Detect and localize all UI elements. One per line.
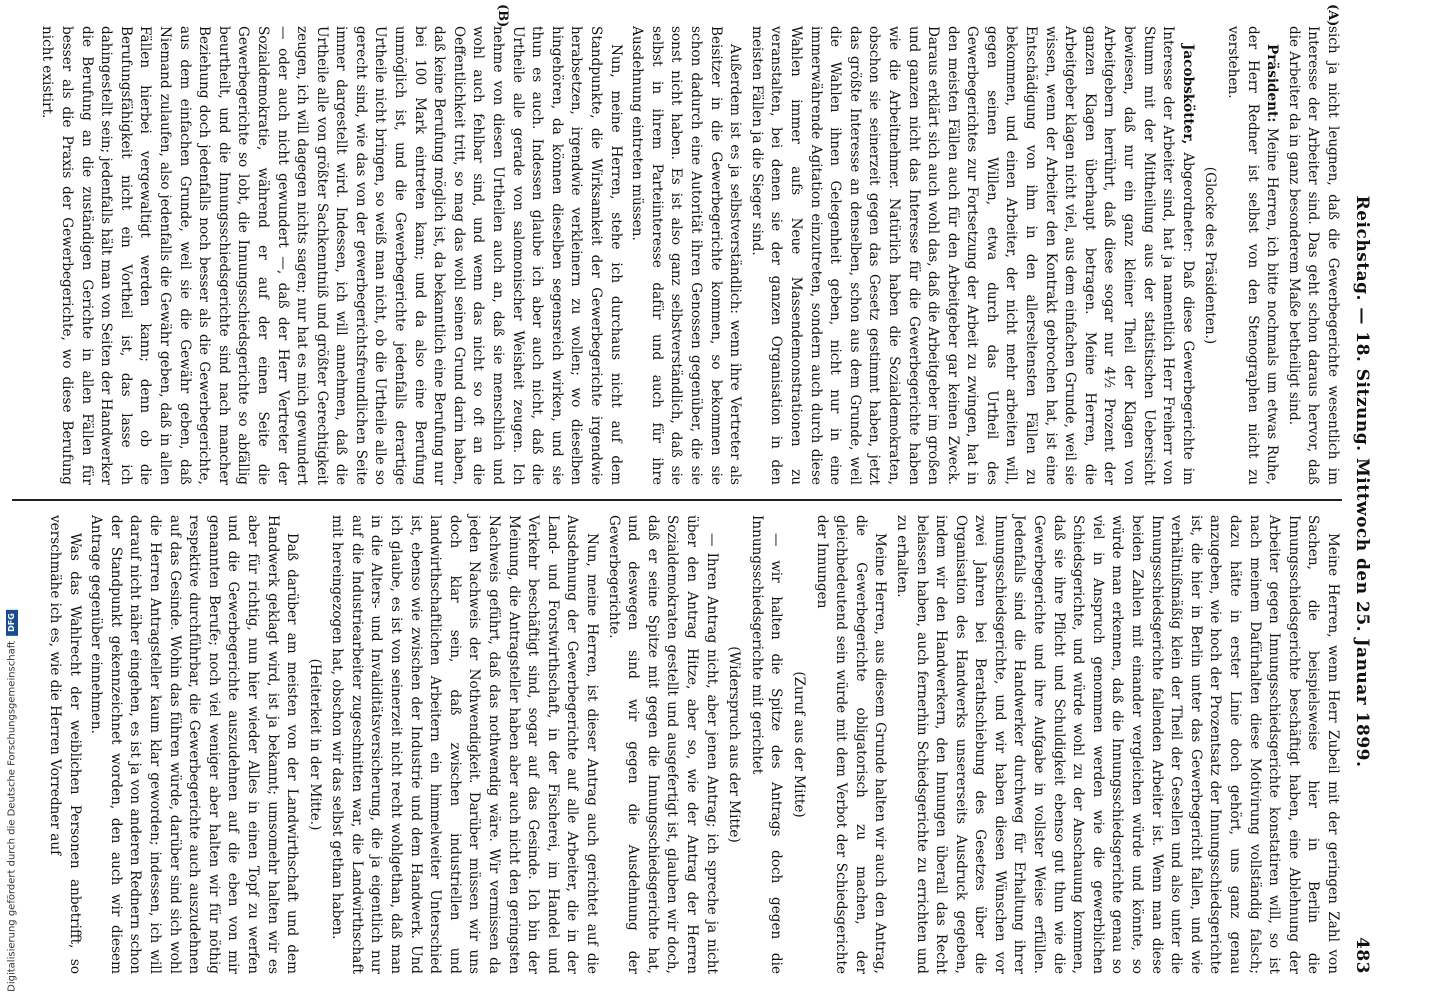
interjection: (Zuruf aus der Mitte) xyxy=(790,671,807,818)
left-column xyxy=(12,4,1342,485)
paragraph: Was das Wahlrecht der weiblichen Personen anbetrifft, so verschmähe ich es, wie die Herren Vorredner auf xyxy=(47,515,83,974)
paragraph: — Ihren Antrag nicht, aber jenen Antrag; ich spreche ja nicht über den Antrag Hitze, aber so, wie der Antrag der Herren Sozialdemokraten gestellt und ausgefertigt ist, glauben wir doch, daß er seine Spitze mit gegen die Innungsschiedsgerichte hat, und deswegen sind wir gegen die Ausdehnung der Gewerbegerichte. xyxy=(605,515,720,974)
credit-text: Digitalisierung gefördert durch die Deutsche Forschungsgemeinschaft xyxy=(6,641,18,992)
speaker-paragraph xyxy=(1222,26,1281,485)
paragraph: sich ja nicht leugnen, daß die Gewerbegerichte wesentlich im Interesse der Arbeiter sind. Das geht schon daraus hervor, daß die Arbeiter da in ganz besonderem Maße betheiligt sind. xyxy=(1285,26,1341,485)
interjection: (Heiterkeit in der Mitte.) xyxy=(306,658,323,831)
speaker-label: Jacobskötter, xyxy=(1179,44,1196,145)
paragraph: Außerdem ist es ja selbstverständlich: wenn ihre Vertreter als Beisitzer in die Gewerbegerichte kommen, so bekommen sie schon dadurch eine Autorität ihren Genossen gegenüber, die sie sonst nicht haben. Es ist also ganz selbstverständlich, daß sie selbst in ihrem Parteiinteresse dafür und auch für ihre Ausdehnung eintreten müssen. xyxy=(629,26,744,485)
paragraph: Daß darüber am meisten von der Landwirthschaft und dem Handwerk geklagt wird, ist ja bekannt; umsomehr halten wir es aber für richtig, nun hier wieder Alles in einen Topf zu werfen und die Gewerbegerichte auszudehnen auf die eben von mir genannten Berufe; noch viel weniger aber halten wir für nöthig respektive durchführbar, die Gewerbegerichte auch auszudehnen auf das Gesinde. Wohin das führen würde, darüber sind sich wohl die Herren Antragsteller kaum klar geworden; indessen, ich will darauf nicht näher eingehen, es ist ja von anderen Rednern schon der Standpunkt gekennzeichnet worden, den auch wir diesem Antrage gegenüber einnehmen. xyxy=(88,515,301,974)
paragraph: Meine Herren, wenn Herr Zubeil mit der geringen Zahl von Sachen, die beispielsweise hier in Berlin die Innungsschiedsgerichte beschäftigt haben, eine Ablehnung der Arbeiter gegen Innungsschiedsgerichte konstatiren will, so ist nach meinem Dafürhalten diese Motivirung vollständig falsch; dazu hätte in erster Linie doch gehört, uns ganz genau anzugeben, wie hoch der Prozentsatz der Innungsschiedsgerichte ist, die hier in Berlin unter das Gewerbegericht fallen, und wie verhältnißmäßig klein der Theil der Gesellen und also unter die Innungsschiedsgerichte fallenden Arbeiter ist. Wenn man diese beiden Zahlen mit einander vergleichen würde und könnte, so würde man erkennen, daß die Innungsschiedsgerichte genau so viel in Anspruch genommen werden wie die gewerblichen Schiedsgerichte, und würde wohl zu der Anschauung kommen, daß sie ihre Pflicht und Schuldigkeit ebenso gut thun wie die Gewerbegerichte und ihre Aufgabe in vollster Weise erfüllen. Jedenfalls sind die Handwerker durchweg für Erhaltung ihrer Innungsschiedsgerichte, und wir haben diesen Wünschen vor zwei Jahren bei Berathschiebung des Gesetzes über die Organisation des Handwerks unsererseits Ausdruck gegeben, indem wir den Handwerkern, den Innungen überall das Recht belassen haben, auch fernerhin Schiedsgerichte zu errichten und zu erhalten. xyxy=(893,515,1341,974)
paragraph: — wir halten die Spitze des Antrags doch gegen die Innungsschiedsgerichte mit gerichtet xyxy=(748,515,785,974)
speaker-text: Meine Herren, ich bitte nochmals um etwas Ruhe, der Herr Redner ist selbst von den Stenographen nicht zu verstehen. xyxy=(1225,26,1281,485)
page-number: 483 xyxy=(1352,937,1372,974)
text-columns xyxy=(12,4,1342,974)
digitization-credit xyxy=(6,610,18,992)
speaker-label: Präsident: xyxy=(1264,44,1281,123)
column-rule xyxy=(12,499,1342,501)
interjection: (Widerspruch aus der Mitte) xyxy=(726,646,743,843)
right-column xyxy=(12,515,1342,974)
paragraph: Nun, meine Herren, stehe ich durchaus nicht auf dem Standpunkte, die Wirksamkeit der Gewerbegerichte irgendwie herabsetzen, irgendwie verkleinern zu wollen; wo dieselben hingehören, da können dieselben segensreich wirken, und sie thun es auch. Indessen glaube ich aber auch nicht, daß die Urtheile alle gerade von salomonischer Weisheit zeugen. Ich nehme von diesen Urtheilen auch an, daß sie menschlich und wohl auch fehlbar sind, und wenn das nicht so oft an die Oeffentlichkeit tritt, so mag das wohl seinen Grund darin haben, daß keine Berufung möglich ist, da bekanntlich eine Berufung nur bei 100 Mark eintreten kann; und da also eine Berufung unmöglich ist, und die Gewerbegerichte jedenfalls derartige Urtheile nicht bringen, so weiß man nicht, ob die Urtheile alle so gerecht sind, wie das von der gewerbegerichtsfreundlichen Seite immer dargestellt wird. Indessen, ich will annehmen, daß die Urtheile alle von größter Sachkenntniß und größter Gerechtigkeit zeugen, ich will dagegen nichts sagen; nur hat es mich gewundert — oder auch nicht gewundert —, daß der Herr Vertreter der Sozialdemokratie, während er auf der einen Seite die Gewerbegerichte so lobt, die Innungsschiedsgerichte so abfällig beurtheilt, und die Innungsschiedsgerichte sind nach mancher Beziehung doch jedenfalls noch besser als die Gewerbegerichte, aus dem einfachen Grunde, weil sie die Gewähr geben, daß Niemand zulaufen, also jedenfalls die Gewähr geben, daß in allen Fällen hierbei vergewaltigt werden kann; denn ob die Berufungsfähigkeit nicht ein Vortheil ist, das lasse ich dahingestellt sein; jedenfalls hält man von Seiten der Handwerker die Berufung an die zuständigen Gerichte in allen Fällen für besser als die Praxis der Gewerbegerichte, wo diese Berufung nicht existirt. xyxy=(39,26,624,485)
speaker-text: Abgeordneter: Daß diese Gewerbegerichte im Interesse der Arbeiter sind, hat ja namentlich Herr Freiherr von Stumm mit der Mittheilung aus der statistischen Uebersicht bewiesen, daß nur ein ganz kleiner Theil der Klagen von Arbeitgebern herrührt, daß diese sogar nur 4½ Prozent der ganzen Klagen überhaupt betragen. Meine Herren, die Arbeitgeber klagen nicht viel, aus dem einfachen Grunde, weil sie wissen, wenn der Arbeiter den Kontrakt gebrochen hat, ist eine Entschädigung von ihm in den allerseltensten Fällen zu bekommen, und einen Arbeiter, der nicht mehr arbeiten will, gegen seinen Willen, etwa durch das Urtheil des Gewerbegerichtes zur Fortsetzung der Arbeit zu zwingen, hat in den meisten Fällen auch für den Arbeitgeber gar keinen Zweck. Daraus erklärt sich auch wohl das, daß die Arbeitgeber im großen und ganzen nicht das Interesse für die Gewerbegerichte haben wie die Arbeitnehmer. Natürlich haben die Sozialdemokraten, obschon sie seinerzeit gegen das Gesetz gestimmt haben, jetzt das größte Interesse an denselben, schon aus dem Grunde, weil die Wahlen ihnen Gelegenheit geben, nicht nur in eine immerwährende Agitation einzutreten, sondern auch durch diese Wahlen immer aufs Neue Massendemonstrationen zu veranstalten, bei denen sie der ganzen Organisation in den meisten Fällen ja die Sieger sind. xyxy=(748,26,1196,485)
speaker-paragraph xyxy=(746,26,1197,485)
paragraph: Nun, meine Herren, ist dieser Antrag auch gerichtet auf die Ausdehnung der Gewerbegerichte auf alle Arbeiter, die in der Land- und Forstwirthschaft, in der Fischerei, im Handel und Verkehr beschäftigt sind, sogar auf das Gesinde. Ich bin der Meinung, die Antragsteller haben aber auch nicht den geringsten Nachweis geführt, daß das nothwendig wäre. Wir vermissen da jeden Nachweis der Nothwendigkeit. Darüber müssen wir uns doch klar sein, daß zwischen industriellen und landwirthschaftlichen Arbeitern ein himmelweiter Unterschied ist, ebenso wie zwischen der Industrie und dem Handwerk. Und ich glaube, es ist von seinerzeit nicht recht wohlgethan, daß man in die Alters- und Invaliditätsversicherung, die ja eigentlich nur auf die Industriearbeiter zugeschnitten war, die Landwirthschaft mit hereingezogen hat, obschon wir das selbst gethan haben. xyxy=(329,515,601,974)
page-header xyxy=(1352,26,1372,974)
margin-marker-b: (B) xyxy=(495,4,510,28)
running-head: Reichstag. — 18. Sitzung. Mittwoch den 25. Januar 1899. xyxy=(1352,195,1372,768)
paragraph: Meine Herren, aus diesem Grunde halten wir auch den Antrag, die Gewerbegerichte obligatorisch zu machen, der gleichbedeutend sein würde mit dem Verbot der Schiedsgerichte der Innungen xyxy=(813,515,889,974)
dfg-logo: DFG xyxy=(6,610,18,636)
stage-direction: (Glocke des Präsidenten.) xyxy=(1202,166,1219,345)
margin-marker-a: (A) xyxy=(1325,4,1340,27)
